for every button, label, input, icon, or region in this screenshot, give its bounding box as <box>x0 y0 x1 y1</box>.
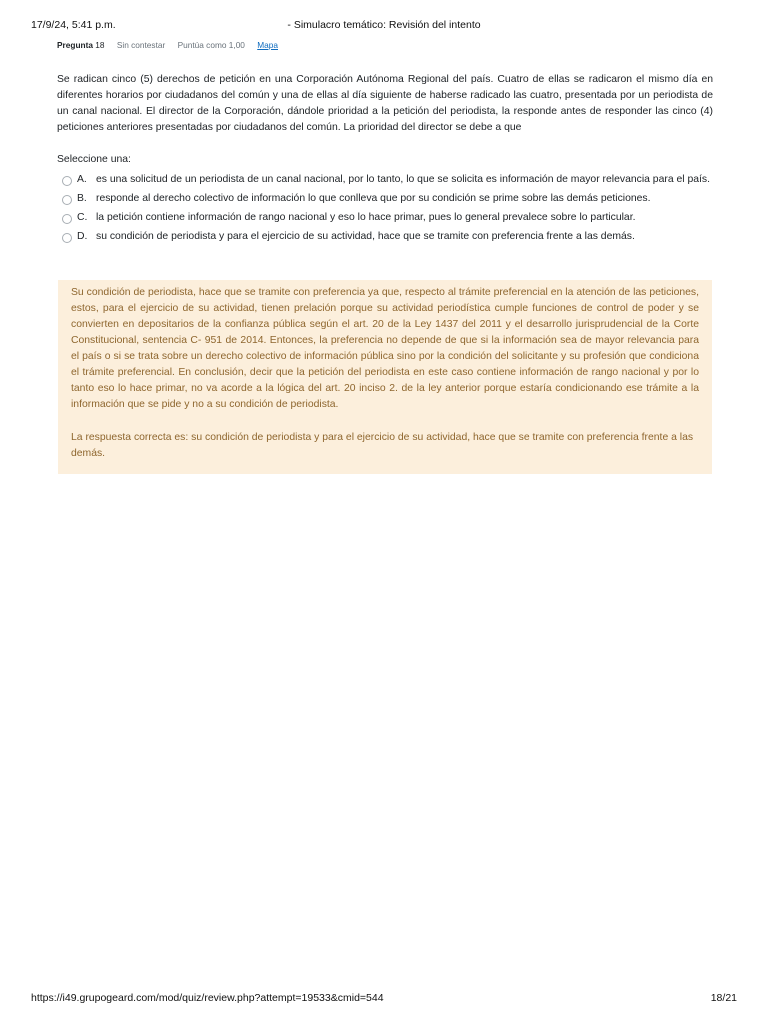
print-page-number: 18/21 <box>710 992 737 1004</box>
radio-button-icon[interactable] <box>62 195 72 205</box>
answer-text: su condición de periodista y para el ejercicio de su actividad, hace que se tramite con preferencia frente a las demás. <box>96 231 635 242</box>
question-info <box>57 40 278 50</box>
question-number: 18 <box>95 40 105 50</box>
question-state: Sin contestar <box>116 40 166 50</box>
answer-text: la petición contiene información de rango nacional y eso lo hace primar, pues lo general prevalece sobre lo particular. <box>96 212 636 223</box>
feedback-box <box>58 280 712 474</box>
question-label: Pregunta <box>57 40 93 50</box>
answer-letter: B. <box>77 193 87 204</box>
answer-letter: C. <box>77 212 88 223</box>
print-page-title: - Simulacro temático: Revisión del intento <box>287 19 481 31</box>
radio-button-icon[interactable] <box>62 233 72 243</box>
answer-option-d[interactable] <box>62 229 712 245</box>
answer-option-a[interactable] <box>62 172 712 188</box>
general-feedback: Su condición de periodista, hace que se tramite con preferencia ya que, respecto al trámite preferencial en la atención de las peticiones, estos, para el ejercicio de su actividad, tienen prelación porque su actividad periodística cumple funciones de control de poder y se convierten en depositarios de la confianza pública según el art. 20 de la Ley 1437 del 2011 y el desarrollo jurisprudencial de la Corte Constitucional, sentencia C- 951 de 2014. Entonces, la preferencia no depende de que si la información sea de mayor relevancia para el país o si se trata sobre un derecho colectivo de información pública sino por la condición del solicitante y su profesión que condiciona el trámite preferencial. En conclusión, decir que la petición del periodista en este caso contiene información de rango nacional y por lo tanto eso lo hace primar, no va acorde a la lógica del art. 20 inciso 2. de la ley anterior porque estaría condicionando ese trámite a la información que se pide y no a su condición de periodista. <box>71 287 699 410</box>
answer-letter: A. <box>77 174 87 185</box>
correct-answer-feedback: La respuesta correcta es: su condición de periodista y para el ejercicio de su actividad, hace que se tramite con preferencia frente a las demás. <box>71 432 694 459</box>
question-grade: Puntúa como 1,00 <box>177 40 245 50</box>
answer-prompt: Seleccione una: <box>57 154 131 165</box>
radio-button-icon[interactable] <box>62 214 72 224</box>
answer-option-b[interactable] <box>62 191 712 207</box>
answer-option-c[interactable] <box>62 210 712 226</box>
answer-letter: D. <box>77 231 88 242</box>
answer-text: es una solicitud de un periodista de un canal nacional, por lo tanto, lo que se solicita es información de mayor relevancia para el país. <box>96 174 710 185</box>
print-url: https://i49.grupogeard.com/mod/quiz/review.php?attempt=19533&cmid=544 <box>31 992 384 1004</box>
print-datetime: 17/9/24, 5:41 p.m. <box>31 19 116 31</box>
question-text: Se radican cinco (5) derechos de petición en una Corporación Autónoma Regional del país. Cuatro de ellas se radicaron el mismo día en diferentes horarios por ciudadanos del común y una de ellas al día siguiente de haberse radicado las cuatro, presentada por un periodista de un canal nacional. El director de la Corporación, dándole prioridad a la petición del periodista, la responde antes de responder las cinco (4) peticiones anteriores presentadas por ciudadanos del común. La prioridad del director se debe a que <box>57 74 713 133</box>
answer-list <box>62 172 712 248</box>
map-link[interactable]: Mapa <box>257 40 278 50</box>
answer-text: responde al derecho colectivo de información lo que conlleva que por su condición se prime sobre las demás peticiones. <box>96 193 651 204</box>
radio-button-icon[interactable] <box>62 176 72 186</box>
